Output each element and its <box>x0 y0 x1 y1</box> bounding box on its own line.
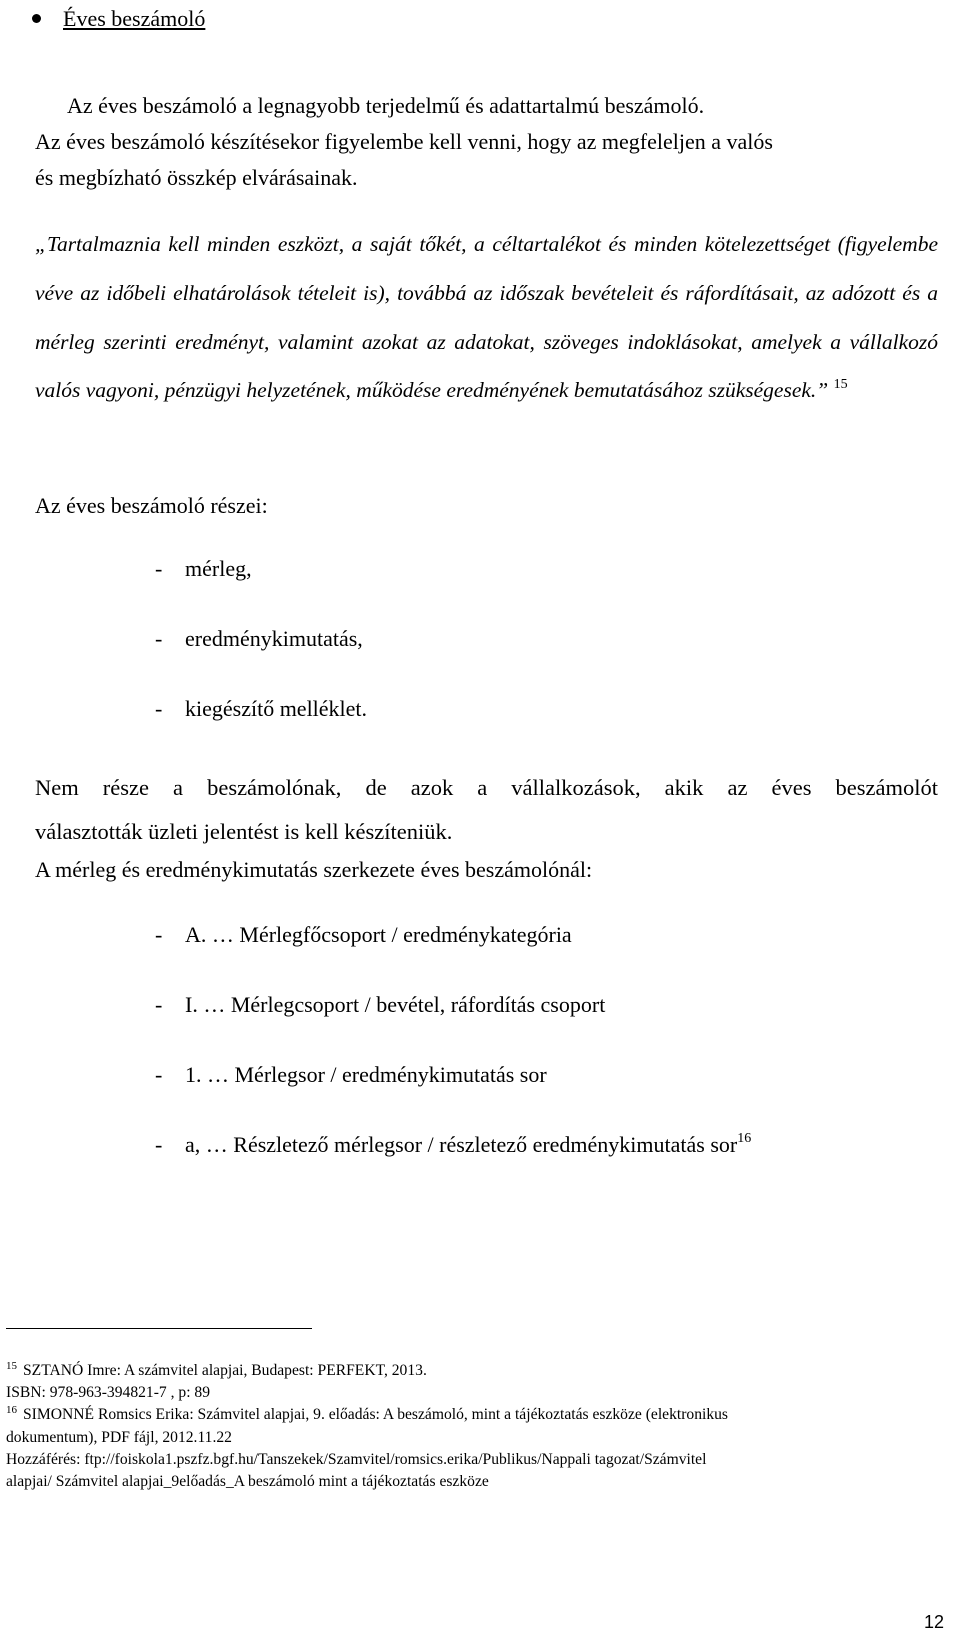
footnote-15: $^{15}$ SZTANÓ Imre: A számvitel alapjai, Budapest: PERFEKT, 2013. <box>6 1360 427 1379</box>
footnote-line: ISBN: 978-963-394821-7 , p: 89 <box>6 1384 211 1402</box>
intro-line: Az éves beszámoló a legnagyobb terjedelmű és adattartalmú beszámoló. <box>67 93 705 118</box>
footnote-line: Hozzáférés: ftp://foiskola1.pszfz.bgf.hu/Tanszekek/Szamvitel/romsics.erika/Publikus/Nappali tagozat/Számvitel <box>6 1450 707 1468</box>
list-item: - a, … Részletező mérlegsor / részletező eredménykimutatás sor$^{16}$ <box>155 1131 752 1157</box>
list-item: - A. … Mérlegfőcsoport / eredménykategória <box>155 922 572 947</box>
list-item: - mérleg, <box>155 556 252 581</box>
intro-paragraph <box>35 88 938 196</box>
intro-line: és megbízható összkép elvárásainak. <box>35 165 358 190</box>
footnote-divider <box>6 1328 312 1329</box>
list-item: - 1. … Mérlegsor / eredménykimutatás sor <box>155 1062 547 1087</box>
note-paragraph <box>35 766 938 854</box>
section-heading <box>32 2 205 36</box>
note-line: Nem része a beszámolónak, de azok a vállalkozások, akik az éves beszámolót <box>35 775 938 800</box>
footnote-16: $^{16}$ SIMONNÉ Romsics Erika: Számvitel alapjai, 9. előadás: A beszámoló, mint a tájékoztatás eszköze (elektronikus <box>6 1404 728 1424</box>
list-item: - I. … Mérlegcsoport / bevétel, ráfordítás csoport <box>155 992 606 1017</box>
list-item: - eredménykimutatás, <box>155 626 363 651</box>
footnotes <box>6 1360 910 1493</box>
footnote-ref: 15 <box>833 377 848 393</box>
note-line: választották üzleti jelentést is kell készíteniük. <box>35 819 453 844</box>
bullet-icon <box>32 14 41 23</box>
intro-line: Az éves beszámoló készítésekor figyelembe kell venni, hogy az megfeleljen a valós <box>35 129 773 154</box>
footnote-line: alapjai/ Számvitel alapjai_9előadás_A beszámoló mint a tájékoztatás eszköze <box>6 1473 489 1491</box>
quote-text: „Tartalmaznia kell minden eszközt, a saját tőkét, a céltartalékot és minden kötelezettséget (figyelembe véve az időbeli elhatárolások tételeit is), továbbá az időszak bevételeit és ráfordításait, az adózott és a mérleg szerinti eredményt, valamint azokat az adatokat, szöveges indoklásokat, amelyek a vállalkozó valós vagyoni, pénzügyi helyzetének, működése eredményének bemutatásához szükségesek.” <box>35 232 938 403</box>
footnote-ref: 16 <box>737 1131 752 1146</box>
section-title: Éves beszámoló <box>63 6 206 31</box>
footnote-line: dokumentum), PDF fájl, 2012.11.22 <box>6 1428 232 1446</box>
list-item: - kiegészítő melléklet. <box>155 696 368 721</box>
structure-title: A mérleg és eredménykimutatás szerkezete éves beszámolónál: <box>35 857 593 882</box>
parts-title: Az éves beszámoló részei: <box>35 493 268 518</box>
quote-paragraph <box>35 220 938 415</box>
page-number: 12 <box>923 1612 944 1632</box>
